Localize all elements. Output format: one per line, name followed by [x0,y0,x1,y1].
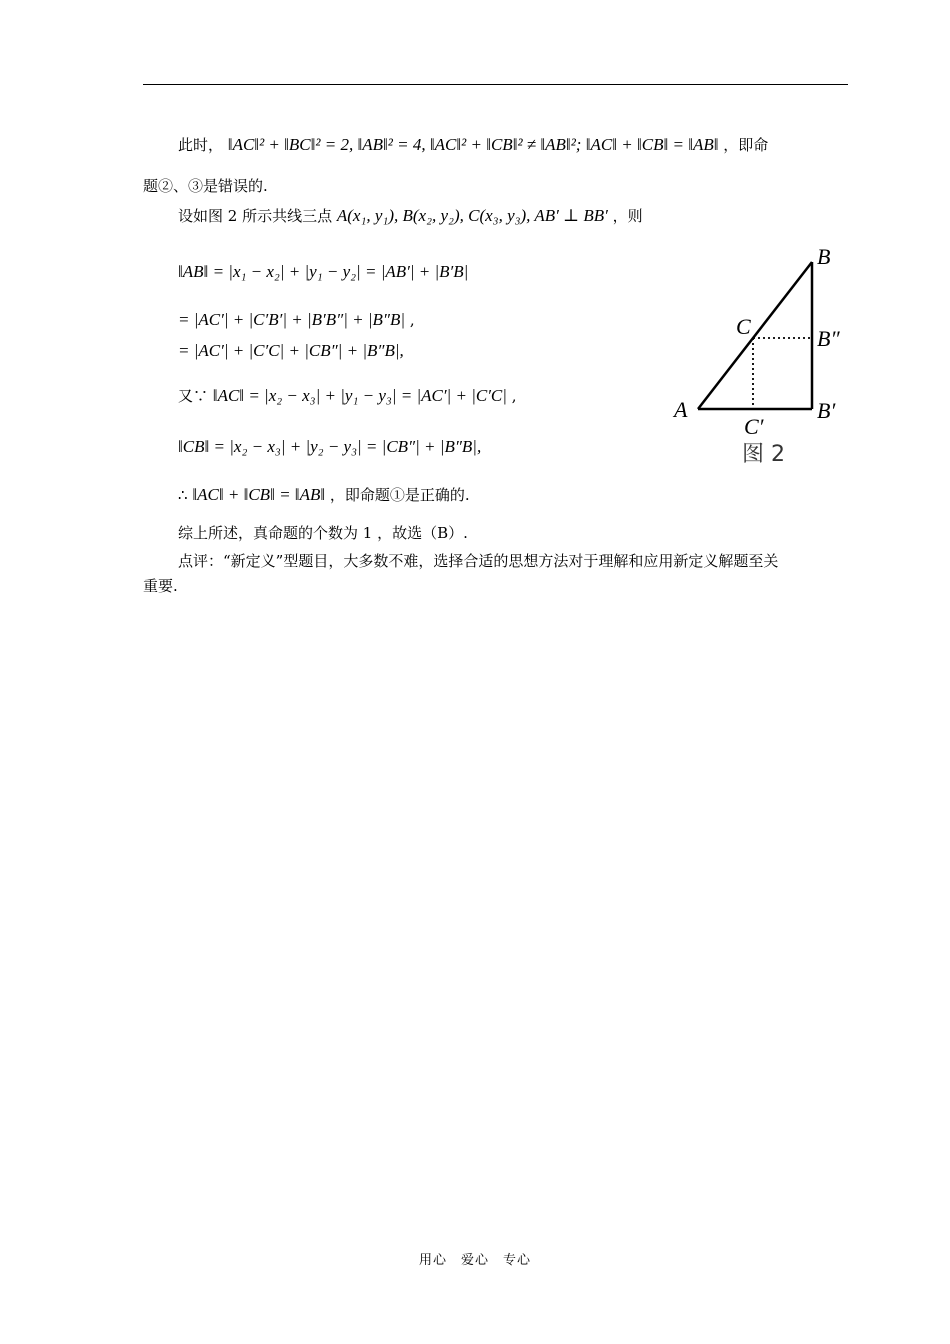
text-line-2: 题②、③是错误的. [143,177,268,195]
figure-caption: 图 2 [742,442,785,467]
header-rule [143,84,848,85]
label-b-double-prime: B″ [817,326,840,351]
label-b-prime: B′ [817,398,836,423]
text-line-1 [178,135,768,155]
line3-formula: A(x₁, y₁), B(x₂, y₂), C(x₃, y₃), AB′ ⊥ BB′ [336,206,608,225]
line1-suffix: ，即命 [723,136,769,154]
text-line-10: 综上所述，真命题的个数为 1 ，故选（B）. [178,524,468,542]
figure-2-diagram [660,240,860,470]
text-line-4 [178,262,468,282]
line3-prefix: 设如图 2 所示共线三点 [178,207,333,225]
page-footer: 用心 爱心 专心 [418,1253,531,1268]
text-line-3 [178,206,643,226]
line1-formula: ‖AC‖² + ‖BC‖² = 2, ‖AB‖² = 4, ‖AC‖² + ‖CB‖² ≠ ‖AB‖²; ‖AC‖ + ‖CB‖ = ‖AB‖ [227,135,719,154]
line7-formula: ‖AC‖ = |x₂ − x₃| + |y₁ − y₃| = |AC′| + |C′C| [212,386,507,405]
line3-suffix: ，则 [612,207,643,225]
label-c: C [736,314,751,339]
text-line-12: 重要. [143,577,178,595]
line8-formula: ‖CB‖ = |x₂ − x₃| + |y₂ − y₃| = |CB″| + |B″B|, [178,437,482,456]
line4-formula: ‖AB‖ = |x₁ − x₂| + |y₁ − y₂| = |AB′| + |B′B| [178,262,469,281]
text-line-6 [178,341,404,361]
text-line-8 [178,437,481,457]
line1-prefix: 此时， [178,136,224,154]
line5-suffix: , [409,311,415,329]
line9-formula: ‖AC‖ + ‖CB‖ = ‖AB‖ [192,485,326,504]
label-c-prime: C′ [744,414,764,439]
line9-suffix: ，即命题①是正确的. [329,486,470,504]
line7-prefix: 又∵ [178,387,209,405]
line9-prefix: ∴ [178,486,188,504]
text-line-11: 点评：“新定义”型题目，大多数不难，选择合适的思想方法对于理解和应用新定义解题至关 [178,552,779,570]
text-line-5 [178,310,415,330]
line5-formula: = |AC′| + |C′B′| + |B′B″| + |B″B| [178,310,406,329]
text-line-7 [178,386,517,406]
segment-ab [698,262,812,409]
line7-suffix: , [511,387,517,405]
line6-formula: = |AC′| + |C′C| + |CB″| + |B″B|, [178,341,404,360]
text-line-9 [178,485,470,505]
label-b: B [817,244,831,269]
label-a: A [674,397,688,422]
